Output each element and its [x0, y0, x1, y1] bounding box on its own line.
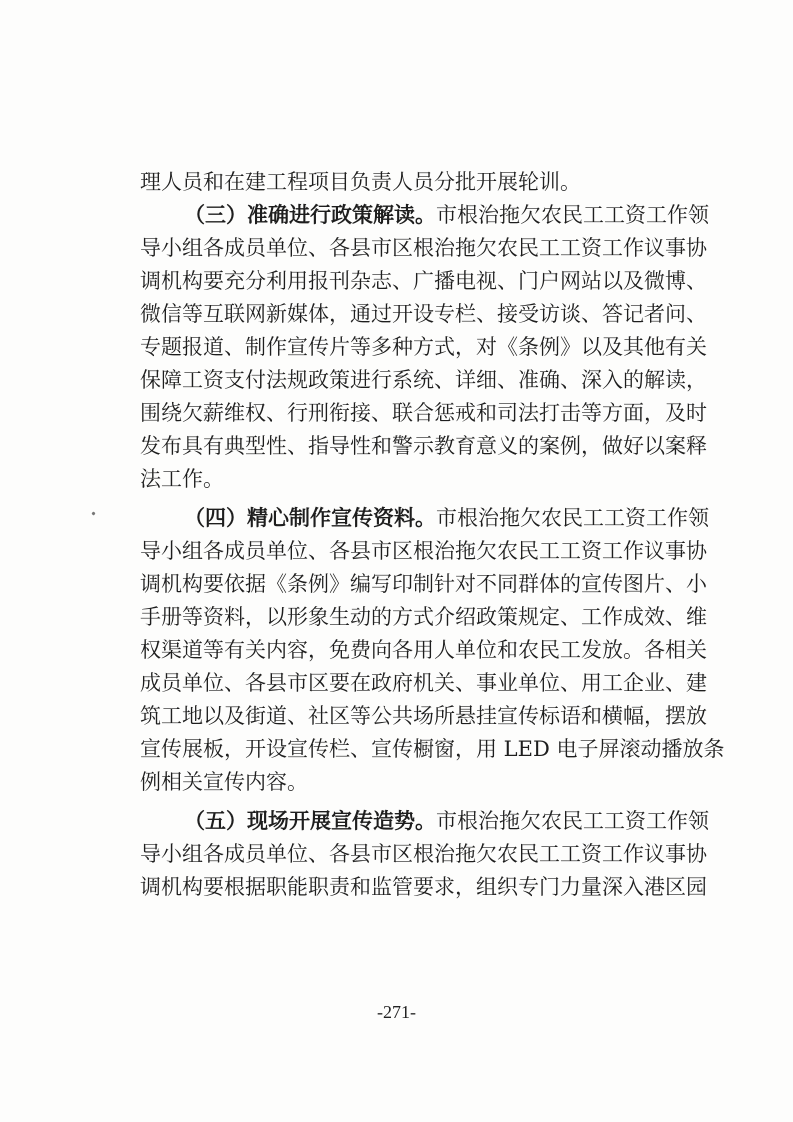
text-line: 调机构要根据职能职责和监管要求，组织专门力量深入港区园: [140, 875, 707, 899]
text-line: 发布具有典型性、指导性和警示教育意义的案例，做好以案释: [140, 434, 707, 458]
text-line: 理人员和在建工程项目负责人员分批开展轮训。: [140, 170, 581, 194]
text-line: 手册等资料，以形象生动的方式介绍政策规定、工作成效、维: [140, 605, 707, 629]
text-line: 宣传展板，开设宣传栏、宣传橱窗，用 LED 电子屏滚动播放条: [140, 737, 725, 761]
text-line: 围绕欠薪维权、行刑衔接、联合惩戒和司法打击等方面，及时: [140, 401, 707, 425]
section-four-paragraph-line: [184, 505, 709, 531]
section-three-paragraph-line: [184, 202, 709, 228]
text-line: 法工作。: [140, 467, 224, 491]
text-line: 市根治拖欠农民工工资工作领: [436, 203, 709, 227]
page-number: -271-: [377, 1002, 416, 1022]
text-line: 保障工资支付法规政策进行系统、详细、准确、深入的解读，: [140, 368, 707, 392]
text-line: 例相关宣传内容。: [140, 770, 308, 794]
text-line: 市根治拖欠农民工工资工作领: [436, 506, 709, 530]
text-line: 导小组各成员单位、各县市区根治拖欠农民工工资工作议事协: [140, 236, 707, 260]
section-five-paragraph-line: [184, 808, 709, 834]
text-line: 成员单位、各县市区要在政府机关、事业单位、用工企业、建: [140, 671, 707, 695]
text-line: 筑工地以及街道、社区等公共场所悬挂宣传标语和横幅，摆放: [140, 704, 707, 728]
section-five-heading: （五）现场开展宣传造势。: [184, 808, 436, 833]
text-line: 导小组各成员单位、各县市区根治拖欠农民工工资工作议事协: [140, 842, 707, 866]
text-line: 导小组各成员单位、各县市区根治拖欠农民工工资工作议事协: [140, 539, 707, 563]
text-line: 市根治拖欠农民工工资工作领: [436, 809, 709, 833]
text-line: 微信等互联网新媒体，通过开设专栏、接受访谈、答记者问、: [140, 302, 707, 326]
text-line: 专题报道、制作宣传片等多种方式，对《条例》以及其他有关: [140, 335, 707, 359]
section-four-heading: （四）精心制作宣传资料。: [184, 505, 436, 530]
text-line: 权渠道等有关内容，免费向各用人单位和农民工发放。各相关: [140, 638, 707, 662]
section-three-heading: （三）准确进行政策解读。: [184, 202, 436, 227]
scan-speck: [91, 511, 95, 515]
text-line: 调机构要依据《条例》编写印制针对不同群体的宣传图片、小: [140, 572, 707, 596]
text-line: 调机构要充分利用报刊杂志、广播电视、门户网站以及微博、: [140, 269, 707, 293]
